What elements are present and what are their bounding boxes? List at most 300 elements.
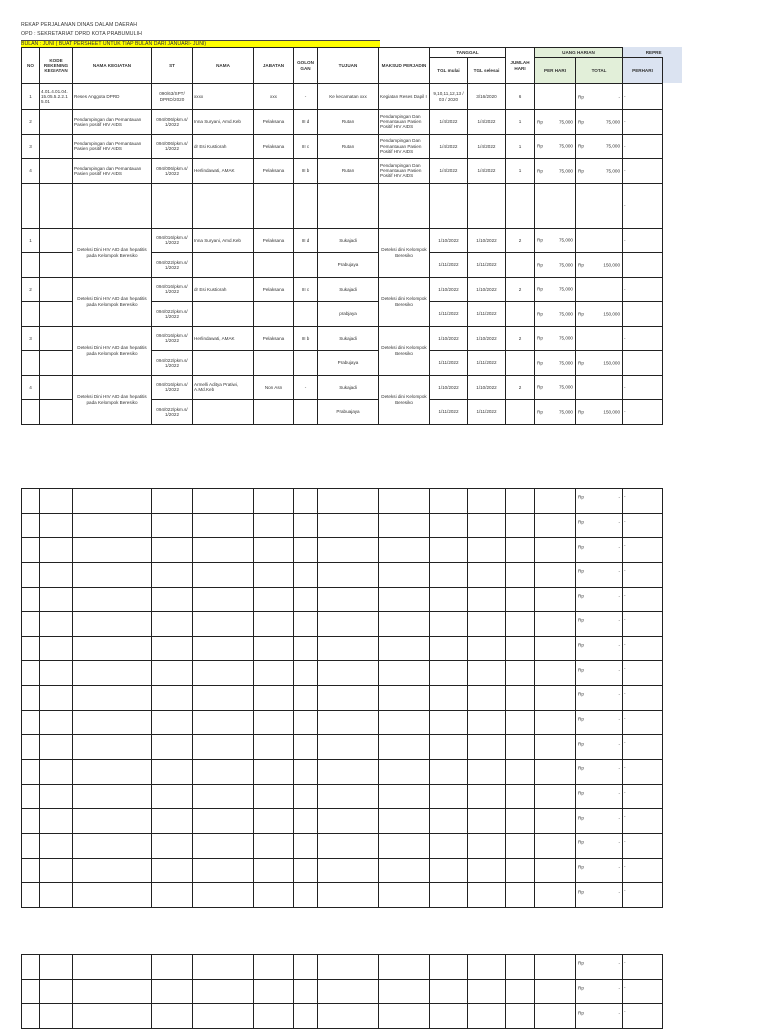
row-golongan: III b: [294, 159, 318, 184]
table-cell: [379, 809, 430, 834]
table-cell: [73, 760, 152, 785]
row-golongan: [294, 302, 318, 327]
table-cell: [468, 809, 506, 834]
row-total: [576, 277, 623, 302]
table-cell: [506, 979, 535, 1004]
table-cell: [430, 883, 468, 908]
col-tujuan: TUJUAN: [318, 48, 379, 84]
row-jabatan: Pelaksana: [254, 277, 294, 302]
table-cell: [468, 735, 506, 760]
row-no: 4: [22, 159, 40, 184]
row-total: [576, 110, 623, 135]
table-cell: [73, 1004, 152, 1029]
empty-row: [22, 760, 663, 785]
table-cell: [152, 955, 193, 980]
amount-value: -: [618, 960, 620, 966]
table-cell: [22, 513, 40, 538]
row-jabatan: Pelaksana: [254, 159, 294, 184]
row-repre: -: [623, 612, 663, 637]
empty-row: [22, 661, 663, 686]
currency-label: Rp: [578, 93, 584, 99]
table-cell: [535, 636, 576, 661]
amount-value: -: [618, 494, 620, 500]
table-cell: [535, 833, 576, 858]
table-cell: [506, 710, 535, 735]
row-jumlah-hari: [506, 302, 535, 327]
row-repre: -: [623, 710, 663, 735]
table-cell: [22, 784, 40, 809]
table-cell: [379, 183, 430, 228]
row-jumlah-hari: 1: [506, 134, 535, 159]
table-cell: [535, 809, 576, 834]
table-cell: [318, 661, 379, 686]
table-cell: [193, 661, 254, 686]
row-total: [576, 351, 623, 376]
currency-label: Rp: [537, 311, 543, 317]
row-repre: -: [623, 134, 663, 159]
row-tgl-mulai: 1/11/2022: [430, 253, 468, 278]
table-cell: [506, 587, 535, 612]
row-jumlah-hari: 6: [506, 84, 535, 110]
amount-value: -: [618, 593, 620, 599]
table-cell: [468, 784, 506, 809]
row-jabatan: [254, 253, 294, 278]
row-kegiatan: Deteksi Dini HIV AID dan hepatitis pada Kelompok Beresiko: [73, 228, 152, 277]
row-total: [576, 375, 623, 400]
row-maksud: Pendampingan Dan Pemantauan Pasien Positif HIV AIDS: [379, 134, 430, 159]
table-cell: [576, 183, 623, 228]
travel-recap-table: [21, 47, 663, 425]
table-cell: [73, 612, 152, 637]
table-cell: [152, 833, 193, 858]
table-cell: [468, 183, 506, 228]
row-tgl-selesai: 1/4/2022: [468, 159, 506, 184]
row-repre: -: [623, 686, 663, 711]
table-cell: [506, 562, 535, 587]
table-cell: [193, 710, 254, 735]
currency-label: Rp: [578, 790, 584, 796]
table-row: [22, 134, 663, 159]
row-per-hari: [535, 134, 576, 159]
row-repre: -: [623, 562, 663, 587]
row-no: 1: [22, 228, 40, 253]
table-cell: [468, 883, 506, 908]
table-cell: [73, 735, 152, 760]
row-tujuan: Rutan: [318, 110, 379, 135]
table-cell: [506, 686, 535, 711]
table-cell: [294, 538, 318, 563]
table-cell: [73, 183, 152, 228]
row-tgl-selesai: 1/11/2022: [468, 302, 506, 327]
row-total: [576, 661, 623, 686]
row-st: 094/016/pkm.s/ 1/2022: [152, 228, 193, 253]
row-total: [576, 979, 623, 1004]
table-cell: [294, 636, 318, 661]
table-cell: [193, 760, 254, 785]
table-cell: [506, 735, 535, 760]
table-cell: [40, 858, 73, 883]
row-total: [576, 833, 623, 858]
table-cell: [40, 612, 73, 637]
row-jabatan: Pelaksana: [254, 134, 294, 159]
row-total: [576, 809, 623, 834]
row-kegiatan: Deteksi Dini HIV AID dan hepatitis pada Kelompok Beresiko: [73, 375, 152, 424]
table-cell: [294, 883, 318, 908]
row-jumlah-hari: 2: [506, 277, 535, 302]
table-cell: [40, 955, 73, 980]
table-cell: [379, 858, 430, 883]
row-repre: -: [623, 400, 663, 425]
table-cell: [294, 183, 318, 228]
table-cell: [535, 661, 576, 686]
row-repre: -: [623, 955, 663, 980]
table-cell: [430, 183, 468, 228]
table-cell: [506, 955, 535, 980]
row-nama: xxxx: [193, 84, 254, 110]
currency-label: Rp: [578, 409, 584, 415]
row-jumlah-hari: 2: [506, 326, 535, 351]
table-cell: [379, 955, 430, 980]
row-repre: -: [623, 833, 663, 858]
table-cell: [73, 833, 152, 858]
table-cell: [506, 489, 535, 514]
row-tgl-mulai: 9,10,11,12,13 / 03 / 2020: [430, 84, 468, 110]
row-tgl-mulai: 1/10/2022: [430, 228, 468, 253]
table-cell: [152, 636, 193, 661]
amount-value: 150,000: [603, 262, 621, 268]
table-cell: [379, 760, 430, 785]
empty-row: [22, 1004, 663, 1029]
table-cell: [430, 710, 468, 735]
row-tgl-selesai: 1/11/2022: [468, 400, 506, 425]
table-cell: [152, 587, 193, 612]
table-cell: [379, 833, 430, 858]
table-row: [22, 110, 663, 135]
table-cell: [152, 760, 193, 785]
empty-row: [22, 883, 663, 908]
table-row: [22, 326, 663, 351]
table-cell: [40, 183, 73, 228]
table-cell: [73, 636, 152, 661]
row-kegiatan: Pendampingan dan Pemantauan Pasien positif HIV AIDS: [73, 159, 152, 184]
table-cell: [379, 1004, 430, 1029]
table-cell: [73, 710, 152, 735]
table-cell: [468, 686, 506, 711]
row-repre: -: [623, 538, 663, 563]
table-cell: [40, 562, 73, 587]
table-cell: [73, 489, 152, 514]
col-total: TOTAL: [576, 58, 623, 84]
table-cell: [22, 809, 40, 834]
row-maksud: Deteksi dini Kelompok Beresiko: [379, 326, 430, 375]
row-tujuan: Sukajadi: [318, 326, 379, 351]
table-cell: [22, 883, 40, 908]
currency-label: Rp: [537, 168, 543, 174]
row-golongan: III d: [294, 228, 318, 253]
table-cell: [40, 489, 73, 514]
currency-label: Rp: [578, 543, 584, 549]
table-cell: [294, 784, 318, 809]
table-cell: [193, 636, 254, 661]
table-cell: [193, 858, 254, 883]
empty-row: [22, 858, 663, 883]
currency-label: Rp: [537, 237, 543, 243]
currency-label: Rp: [578, 360, 584, 366]
row-golongan: [294, 351, 318, 376]
row-repre: -: [623, 587, 663, 612]
row-total: [576, 253, 623, 278]
row-tgl-selesai: 1/4/2022: [468, 134, 506, 159]
table-cell: [468, 489, 506, 514]
table-cell: [40, 538, 73, 563]
table-cell: [40, 784, 73, 809]
table-row-blank: [22, 183, 663, 228]
table-cell: [468, 858, 506, 883]
table-cell: [40, 710, 73, 735]
table-cell: [506, 538, 535, 563]
col-tanggal: TANGGAL: [430, 48, 506, 58]
table-cell: [294, 513, 318, 538]
table-cell: [379, 686, 430, 711]
row-nama: Herlindawati, AMAK: [193, 159, 254, 184]
row-tujuan: Sukajadi: [318, 228, 379, 253]
table-cell: [73, 562, 152, 587]
table-cell: [506, 883, 535, 908]
table-row: [22, 375, 663, 400]
table-cell: [254, 538, 294, 563]
table-cell: [468, 612, 506, 637]
amount-value: -: [618, 93, 621, 99]
amount-value: 75,000: [558, 360, 573, 366]
row-total: [576, 513, 623, 538]
row-maksud: Pendampingan Dan Pemantauan Pasien Positif HIV AIDS: [379, 110, 430, 135]
row-kode: [40, 253, 73, 278]
table-cell: [254, 710, 294, 735]
currency-label: Rp: [578, 168, 584, 174]
row-tujuan: Prabujaya: [318, 253, 379, 278]
table-cell: [40, 636, 73, 661]
table-cell: [294, 562, 318, 587]
month-banner: BULAN : JUNI ( BUAT PERSHEET UNTUK TIAP BULAN DARI JANUARI- JUNI): [21, 40, 380, 47]
table-cell: [193, 562, 254, 587]
row-total: [576, 710, 623, 735]
table-cell: [535, 1004, 576, 1029]
table-cell: [254, 612, 294, 637]
row-tujuan: Ke kecamatan xxx: [318, 84, 379, 110]
table-cell: [254, 661, 294, 686]
row-total: [576, 84, 623, 110]
table-cell: [254, 489, 294, 514]
table-cell: [294, 612, 318, 637]
col-jabatan: JABATAN: [254, 48, 294, 84]
empty-row: [22, 562, 663, 587]
row-kode: [40, 326, 73, 351]
table-cell: [318, 833, 379, 858]
row-total: [576, 489, 623, 514]
row-total: [576, 400, 623, 425]
amount-value: 75,000: [558, 286, 573, 292]
row-st: 090/63/SPT/ DPRD/2020: [152, 84, 193, 110]
row-golongan: [294, 400, 318, 425]
row-tgl-mulai: 1/10/2022: [430, 326, 468, 351]
table-cell: [430, 661, 468, 686]
currency-label: Rp: [578, 814, 584, 820]
amount-value: 150,000: [603, 409, 621, 415]
amount-value: -: [618, 814, 620, 820]
row-total: [576, 159, 623, 184]
currency-label: Rp: [578, 691, 584, 697]
table-cell: [193, 833, 254, 858]
amount-value: -: [618, 617, 620, 623]
row-no: 3: [22, 134, 40, 159]
currency-label: Rp: [537, 262, 543, 268]
table-cell: [22, 858, 40, 883]
row-total: [576, 1004, 623, 1029]
row-tgl-selesai: 1/4/2022: [468, 110, 506, 135]
table-cell: [152, 612, 193, 637]
currency-label: Rp: [578, 593, 584, 599]
row-tgl-selesai: 1/10/2022: [468, 375, 506, 400]
row-per-hari: [535, 159, 576, 184]
row-tgl-mulai: 1/11/2022: [430, 302, 468, 327]
table-cell: [152, 883, 193, 908]
amount-value: 75,000: [558, 335, 573, 341]
table-cell: [535, 710, 576, 735]
currency-label: Rp: [578, 667, 584, 673]
amount-value: -: [618, 667, 620, 673]
amount-value: -: [618, 543, 620, 549]
table-cell: [73, 661, 152, 686]
currency-label: Rp: [578, 262, 584, 268]
table-cell: [294, 686, 318, 711]
row-jabatan: [254, 351, 294, 376]
table-cell: [254, 636, 294, 661]
table-cell: [430, 686, 468, 711]
table-cell: [254, 833, 294, 858]
table-cell: [318, 538, 379, 563]
row-no: [22, 253, 40, 278]
table-cell: [254, 979, 294, 1004]
row-repre: -: [623, 760, 663, 785]
table-cell: [430, 979, 468, 1004]
row-tgl-selesai: 1/10/2022: [468, 277, 506, 302]
amount-value: 75,000: [558, 409, 573, 415]
amount-value: 75,000: [558, 119, 573, 125]
table-cell: [535, 979, 576, 1004]
row-tujuan: prabjaya: [318, 302, 379, 327]
table-cell: [294, 979, 318, 1004]
table-cell: [193, 538, 254, 563]
row-repre: -: [623, 489, 663, 514]
empty-row: [22, 833, 663, 858]
currency-label: Rp: [537, 384, 543, 390]
row-st: 094/022/pkm.s/ 1/2022: [152, 351, 193, 376]
table-cell: [193, 809, 254, 834]
table-cell: [318, 513, 379, 538]
table-cell: [22, 661, 40, 686]
row-per-hari: [535, 277, 576, 302]
table-cell: [430, 612, 468, 637]
row-total: [576, 587, 623, 612]
row-st: 094/022/pkm.s/ 1/2022: [152, 400, 193, 425]
table-cell: [152, 809, 193, 834]
table-cell: [430, 760, 468, 785]
row-nama: [193, 253, 254, 278]
row-tgl-selesai: 1/11/2022: [468, 351, 506, 376]
table-cell: [294, 809, 318, 834]
table-cell: [73, 513, 152, 538]
row-kode: [40, 110, 73, 135]
amount-value: 75,000: [558, 168, 573, 174]
currency-label: Rp: [578, 985, 584, 991]
currency-label: Rp: [537, 409, 543, 415]
amount-value: -: [618, 1009, 620, 1015]
row-jabatan: Pelaksana: [254, 228, 294, 253]
amount-value: 75,000: [558, 262, 573, 268]
table-cell: [468, 513, 506, 538]
amount-value: 75,000: [605, 168, 621, 174]
row-per-hari: [535, 351, 576, 376]
row-jumlah-hari: 2: [506, 375, 535, 400]
row-st: 094/016/pkm.s/ 1/2022: [152, 375, 193, 400]
row-kode: [40, 277, 73, 302]
row-tgl-mulai: 1/11/2022: [430, 400, 468, 425]
table-cell: [379, 489, 430, 514]
row-tujuan: Sukajadi: [318, 277, 379, 302]
row-tgl-selesai: 1/10/2022: [468, 326, 506, 351]
row-total: [576, 134, 623, 159]
doc-title: REKAP PERJALANAN DINAS DALAM DAERAH: [21, 22, 138, 28]
currency-label: Rp: [578, 642, 584, 648]
row-repre: -: [623, 858, 663, 883]
table-cell: [506, 636, 535, 661]
row-total: [576, 858, 623, 883]
table-cell: [193, 183, 254, 228]
row-golongan: -: [294, 84, 318, 110]
row-no: 3: [22, 326, 40, 351]
row-kode: 4.01.4.01.04. 15.05.5.2.2.1 5.01: [40, 84, 73, 110]
row-tgl-selesai: 1/10/2022: [468, 228, 506, 253]
table-cell: [430, 784, 468, 809]
table-cell: [379, 612, 430, 637]
empty-row: [22, 636, 663, 661]
table-cell: [506, 183, 535, 228]
table-cell: [40, 760, 73, 785]
row-nama: [193, 302, 254, 327]
row-nama: Inna Suryani, Amd.Keb: [193, 110, 254, 135]
table-cell: [22, 686, 40, 711]
doc-opd: OPD : SEKRETARIAT DPRD KOTA PRABUMULIH: [21, 31, 143, 37]
col-golongan: GOLON GAN: [294, 48, 318, 84]
table-cell: [193, 784, 254, 809]
row-jumlah-hari: 2: [506, 228, 535, 253]
table-cell: [506, 661, 535, 686]
row-per-hari: [535, 110, 576, 135]
table-row: [22, 84, 663, 110]
table-cell: [468, 710, 506, 735]
row-no: 2: [22, 110, 40, 135]
row-st: 094/006/pkm.s/ 1/2022: [152, 110, 193, 135]
amount-value: -: [618, 691, 620, 697]
row-jabatan: [254, 302, 294, 327]
table-cell: [535, 784, 576, 809]
table-cell: [318, 686, 379, 711]
table-cell: [379, 710, 430, 735]
table-cell: [430, 833, 468, 858]
table-cell: [468, 1004, 506, 1029]
empty-row: [22, 809, 663, 834]
table-cell: [294, 710, 318, 735]
